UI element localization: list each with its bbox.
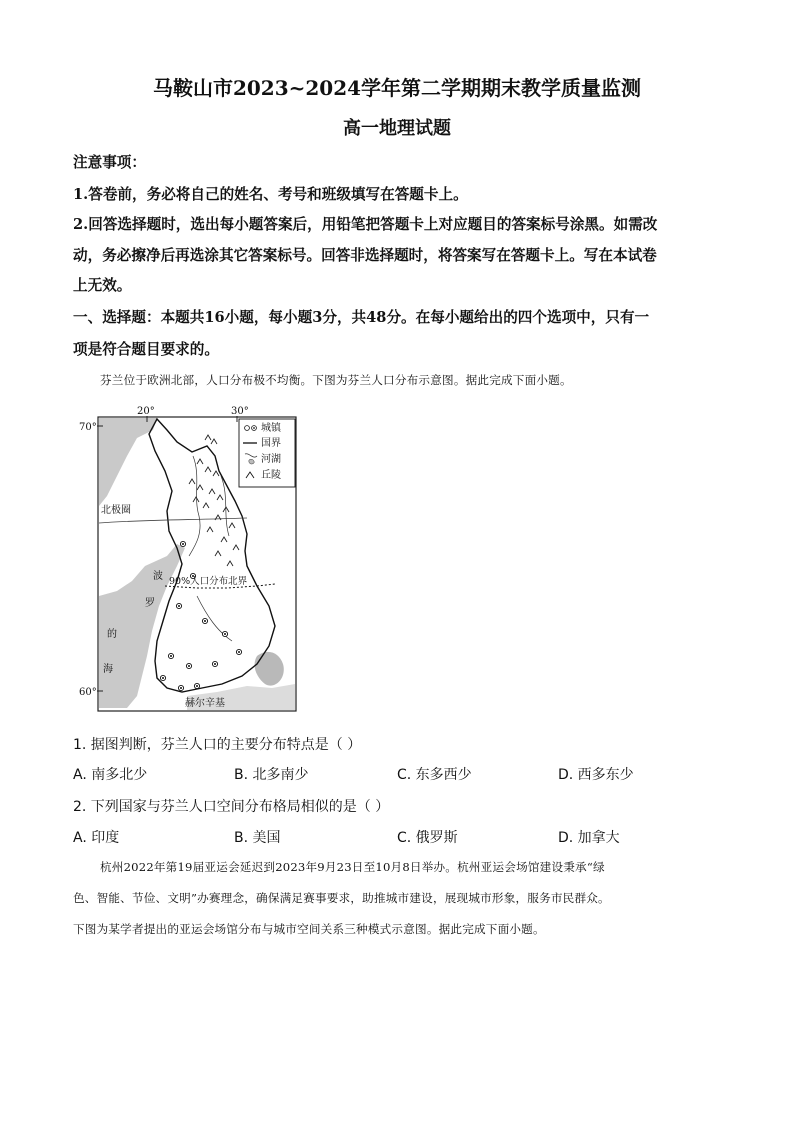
intro-hangzhou-line-1: 杭州2022年第19届亚运会延迟到2023年9月23日至10月8日举办。杭州亚运会场馆建设秉承“绿 <box>100 860 605 874</box>
finland-population-map <box>79 406 297 712</box>
exam-title: 马鞍山市2023~2024学年第二学期期末教学质量监测 <box>152 76 642 100</box>
question-2-option-d[interactable]: D. 加拿大 <box>558 830 620 846</box>
section-heading-line-1: 一、选择题：本题共16小题，每小题3分，共48分。在每小题给出的四个选项中，只有一 <box>73 309 650 326</box>
legend-town-label: 城镇 <box>261 423 281 434</box>
longitude-30-label: 30° <box>231 406 249 417</box>
notice-item-2-line-1: 2.回答选择题时，选出每小题答案后，用铅笔把答题卡上对应题目的答案标号涂黑。如需改 <box>73 216 658 233</box>
intro-hangzhou-line-2: 色、智能、节俭、文明”办赛理念，确保满足赛事要求，助推城市建设，展现城市形象，服务市民群众。 <box>73 891 610 905</box>
question-2-stem: 2. 下列国家与芬兰人口空间分布格局相似的是（ ） <box>73 799 390 815</box>
sea-label-char-4: 海 <box>103 664 113 675</box>
exam-subtitle: 高一地理试题 <box>343 118 451 139</box>
notice-item-1: 1.答卷前，务必将自己的姓名、考号和班级填写在答题卡上。 <box>73 186 468 203</box>
sea-label-char-3: 的 <box>107 629 117 640</box>
notice-item-2-line-2: 动，务必擦净后再选涂其它答案标号。回答非选择题时，将答案写在答题卡上。写在本试卷 <box>73 247 657 264</box>
intro-finland: 芬兰位于欧洲北部，人口分布极不均衡。下图为芬兰人口分布示意图。据此完成下面小题。 <box>100 373 572 387</box>
latitude-60-label: 60° <box>79 687 97 698</box>
question-1-option-a[interactable]: A. 南多北少 <box>73 767 148 783</box>
question-2-option-c[interactable]: C. 俄罗斯 <box>397 830 458 846</box>
legend-border-label: 国界 <box>261 438 281 449</box>
longitude-20-label: 20° <box>137 406 155 417</box>
legend-lake-label: 河湖 <box>261 454 281 465</box>
population-boundary-label: 90%人口分布北界 <box>169 576 248 587</box>
question-1-option-c[interactable]: C. 东多西少 <box>397 767 472 783</box>
intro-hangzhou-line-3: 下图为某学者提出的亚运会场馆分布与城市空间关系三种模式示意图。据此完成下面小题。 <box>73 922 545 936</box>
sea-label-char-2: 罗 <box>145 598 155 609</box>
question-2-option-b[interactable]: B. 美国 <box>234 830 281 846</box>
notice-heading: 注意事项： <box>73 154 146 171</box>
question-2-option-a[interactable]: A. 印度 <box>73 830 120 846</box>
question-1-option-b[interactable]: B. 北多南少 <box>234 767 309 783</box>
sea-label-char-1: 波 <box>153 571 163 582</box>
section-heading-line-2: 项是符合题目要求的。 <box>73 341 219 358</box>
question-1-option-d[interactable]: D. 西多东少 <box>558 767 634 783</box>
question-1-stem: 1. 据图判断，芬兰人口的主要分布特点是（ ） <box>73 737 362 753</box>
legend-hill-label: 丘陵 <box>261 470 281 481</box>
arctic-circle-label: 北极圈 <box>101 505 131 516</box>
notice-item-2-line-3: 上无效。 <box>73 277 132 294</box>
helsinki-label: 赫尔辛基 <box>185 698 225 709</box>
latitude-70-label: 70° <box>79 422 97 433</box>
